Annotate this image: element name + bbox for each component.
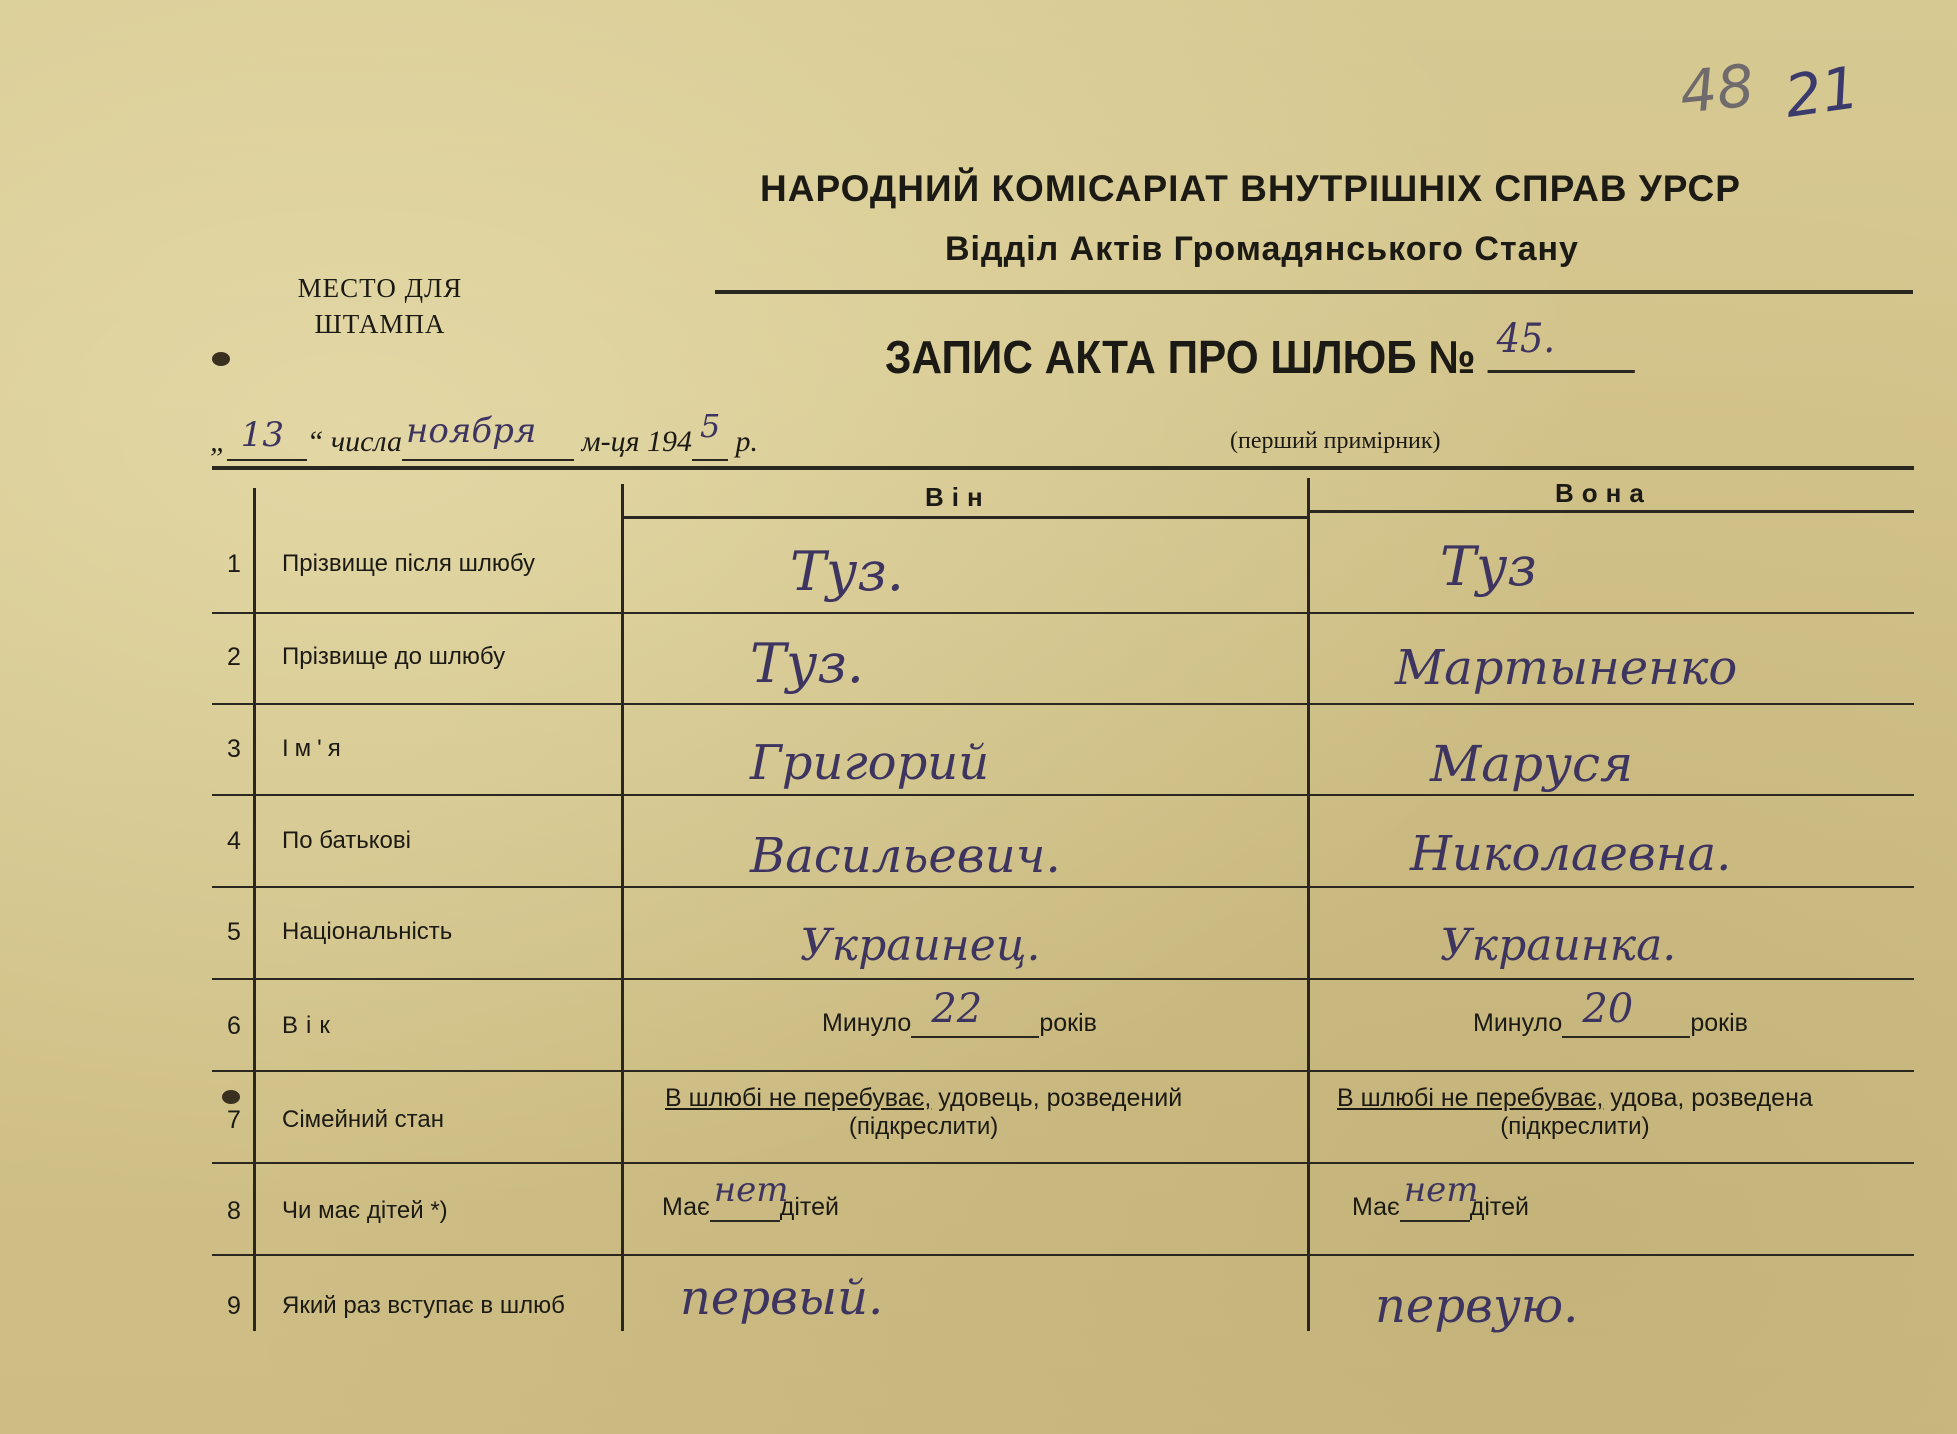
row-number: 4 [227,827,241,855]
row-number: 2 [227,643,241,671]
she-age-blank [1562,986,1690,1038]
row-rule [212,886,1914,888]
row-label: Ім'я [282,735,347,762]
column-she-header: Вона [1555,478,1652,508]
row-number: 1 [227,550,241,578]
she-surname-before: Мартыненко [1395,640,1738,696]
he-marital-note: (підкреслити) [848,1113,999,1140]
row-rule [212,978,1914,980]
she-age-value: 20 [1582,986,1634,1032]
table-vline-num [253,488,256,1331]
she-children-prefix: Має [1352,1193,1400,1221]
row-label: Національність [282,918,453,945]
day-blank [227,415,307,461]
row-number: 6 [227,1012,241,1040]
year-blank [692,407,728,461]
he-surname-after: Туз. [790,540,904,603]
row-label: Який раз вступає в шлюб [282,1292,565,1319]
copy-note: (перший примірник) [1230,428,1441,454]
table-vline-mid [1307,478,1310,1331]
year-digit: 5 [700,407,721,445]
he-marriage-count: первый. [680,1270,884,1326]
he-age [822,986,1097,1038]
archive-number: 48 [1676,51,1758,127]
row-number: 9 [227,1292,241,1320]
row-label: По батькові [282,827,411,854]
she-marital-underlined: В шлюбі не перебуває, [1337,1084,1604,1112]
he-children-blank [710,1170,789,1222]
date-close-quote: “ [306,425,324,458]
he-marital-status [665,1084,1182,1141]
he-first-name: Григорий [750,735,990,791]
row-label: Вік [282,1012,338,1039]
day-value: 13 [240,415,284,455]
he-surname-before: Туз. [750,632,864,695]
archive-number-secondary: 21 [1780,53,1864,131]
he-age-blank [911,986,1039,1038]
year-suffix: р. [735,425,759,458]
he-age-prefix: Минуло [822,1009,912,1037]
she-children-blank [1400,1170,1479,1222]
table-top-rule [212,466,1914,470]
he-patronymic: Васильевич. [750,828,1061,884]
column-he-rule [624,516,1307,519]
she-age [1473,986,1748,1038]
row-number: 5 [227,918,241,946]
month-blank [402,411,574,461]
row-rule [212,612,1914,614]
row-rule [212,1070,1914,1072]
row-rule [212,703,1914,705]
she-marital-rest: удова, розведена [1603,1084,1813,1112]
stamp-place-label: МЕСТО ДЛЯ ШТАМПА [297,273,463,339]
date-line [210,407,759,461]
row-number: 8 [227,1197,241,1225]
day-word: числа [330,425,402,458]
she-children [1352,1170,1529,1222]
date-open-quote: „ [210,425,227,458]
column-she-rule [1310,510,1914,513]
header-rule [715,290,1913,294]
he-children [662,1170,839,1222]
month-value: ноября [405,411,537,451]
she-marriage-count: первую. [1375,1278,1579,1334]
he-children-suffix: дітей [779,1193,839,1221]
she-surname-after: Туз [1440,535,1537,598]
column-he-header: Він [925,482,991,512]
record-number-blank [1487,316,1634,373]
she-patronymic: Николаевна. [1410,826,1732,882]
row-number: 3 [227,735,241,763]
row-label: Прізвище до шлюбу [282,643,506,670]
she-age-prefix: Минуло [1473,1009,1563,1037]
month-word: м-ця [581,425,640,458]
he-children-prefix: Має [662,1193,710,1221]
record-number: 45. [1496,316,1556,362]
he-marital-rest: удовець, розведений [931,1084,1183,1112]
row-rule [212,1254,1914,1256]
she-nationality: Украинка. [1440,920,1677,971]
department-title: Відділ Актів Громадянського Стану [945,230,1579,268]
row-label: Чи має дітей *) [282,1197,448,1224]
she-age-suffix: років [1690,1009,1748,1037]
punch-hole [212,352,230,366]
she-children-suffix: дітей [1469,1193,1529,1221]
he-age-value: 22 [931,986,983,1032]
row-label: Сімейний стан [282,1106,444,1133]
he-children-value: нет [713,1170,789,1210]
organization-title: НАРОДНИЙ КОМІСАРІАТ ВНУТРІШНІХ СПРАВ УРСР [760,168,1741,209]
record-title-text: ЗАПИС АКТА ПРО ШЛЮБ № [885,331,1476,383]
year-prefix: 194 [647,425,693,458]
she-marital-note: (підкреслити) [1500,1113,1650,1140]
he-nationality: Украинец. [800,920,1041,971]
she-children-value: нет [1403,1170,1479,1210]
row-number: 7 [227,1106,241,1134]
row-label: Прізвище після шлюбу [282,550,536,577]
record-title [885,316,1635,384]
he-marital-underlined: В шлюбі не перебуває, [665,1084,932,1112]
row-rule [212,1162,1914,1164]
she-first-name: Маруся [1430,735,1634,793]
row-rule [212,794,1914,796]
she-marital-status [1337,1084,1813,1141]
he-age-suffix: років [1039,1009,1097,1037]
punch-hole [222,1090,240,1104]
